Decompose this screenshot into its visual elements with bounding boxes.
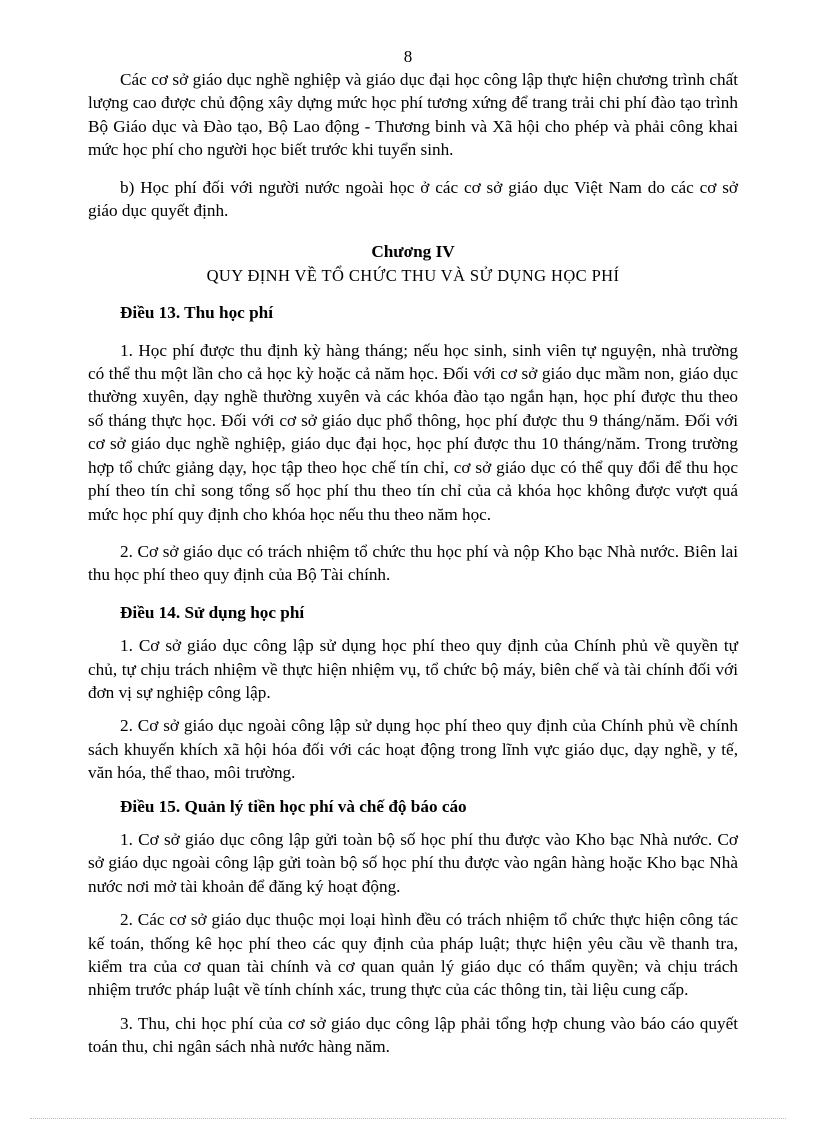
article-14-paragraph-1: 1. Cơ sở giáo dục công lập sử dụng học phí theo quy định của Chính phủ về quyền tự chủ, tự chịu trách nhiệm về thực hiện nhiệm vụ, tổ chức bộ máy, biên chế và tài chính đối với đơn vị sự nghiệp công lập.	[88, 636, 738, 702]
page-bottom-divider	[30, 1118, 786, 1119]
article-15-heading: Điều 15. Quản lý tiền học phí và chế độ báo cáo	[120, 796, 467, 816]
article-15-paragraph-1: 1. Cơ sở giáo dục công lập gửi toàn bộ số học phí thu được vào Kho bạc Nhà nước. Cơ sở giáo dục ngoài công lập gửi toàn bộ số học phí thu được vào ngân hàng hoặc Kho bạc Nhà nước nơi mở tài khoản để đăng ký hoạt động.	[88, 829, 738, 896]
intro-paragraph-1: Các cơ sở giáo dục nghề nghiệp và giáo dục đại học công lập thực hiện chương trình chất lượng cao được chủ động xây dựng mức học phí tương xứng để trang trải chi phí đào tạo trình Bộ Giáo dục và Đào tạo, Bộ Lao động - Thương binh và Xã hội cho phép và phải công khai mức học phí cho người học biết trước khi tuyển sinh.	[88, 70, 738, 160]
chapter-title: Chương IV	[371, 242, 455, 262]
document-body	[88, 68, 738, 1059]
page-number: 8	[403, 47, 413, 66]
article-14-heading: Điều 14. Sử dụng học phí	[120, 602, 305, 622]
intro-paragraph-2: b) Học phí đối với người nước ngoài học ở các cơ sở giáo dục Việt Nam do các cơ sở giáo dục quyết định.	[88, 177, 738, 221]
article-13-paragraph-2: 2. Cơ sở giáo dục có trách nhiệm tổ chức thu học phí và nộp Kho bạc Nhà nước. Biên lai thu học phí theo quy định của Bộ Tài chính.	[88, 541, 738, 585]
chapter-subtitle: QUY ĐỊNH VỀ TỔ CHỨC THU VÀ SỬ DỤNG HỌC PHÍ	[206, 265, 620, 285]
article-13-heading: Điều 13. Thu học phí	[120, 303, 273, 323]
article-15-paragraph-3: 3. Thu, chi học phí của cơ sở giáo dục công lập phải tổng hợp chung vào báo cáo quyết toán thu, chi ngân sách nhà nước hàng năm.	[88, 1013, 738, 1057]
article-14-paragraph-2: 2. Cơ sở giáo dục ngoài công lập sử dụng học phí theo quy định của Chính phủ về chính sách khuyến khích xã hội hóa đối với các hoạt động trong lĩnh vực giáo dục, dạy nghề, y tế, văn hóa, thể thao, môi trường.	[88, 716, 738, 783]
article-13-paragraph-1: 1. Học phí được thu định kỳ hàng tháng; nếu học sinh, sinh viên tự nguyện, nhà trường có thể thu một lần cho cả học kỳ hoặc cả năm học. Đối với cơ sở giáo dục mầm non, giáo dục thường xuyên, dạy nghề thường xuyên và các khóa đào tạo ngắn hạn, học phí được thu theo số tháng thực học. Đối với cơ sở giáo dục phổ thông, học phí được thu 9 tháng/năm. Đối với cơ sở giáo dục nghề nghiệp, giáo dục đại học, học phí được thu 10 tháng/năm. Trong trường hợp tổ chức giảng dạy, học tập theo học chế tín chỉ, cơ sở giáo dục có thể quy đổi để thu học phí theo tín chỉ song tổng số học phí thu theo tín chỉ của cả khóa học không được vượt quá mức học phí quy định cho khóa học nếu thu theo năm học.	[88, 340, 738, 524]
article-15-paragraph-2: 2. Các cơ sở giáo dục thuộc mọi loại hình đều có trách nhiệm tổ chức thực hiện công tác kế toán, thống kê học phí theo các quy định của pháp luật; thực hiện yêu cầu về thanh tra, kiểm tra của cơ quan tài chính và cơ quan quản lý giáo dục có thẩm quyền; và chịu trách nhiệm trước pháp luật về tính chính xác, trung thực của các thông tin, tài liệu cung cấp.	[88, 910, 738, 1000]
